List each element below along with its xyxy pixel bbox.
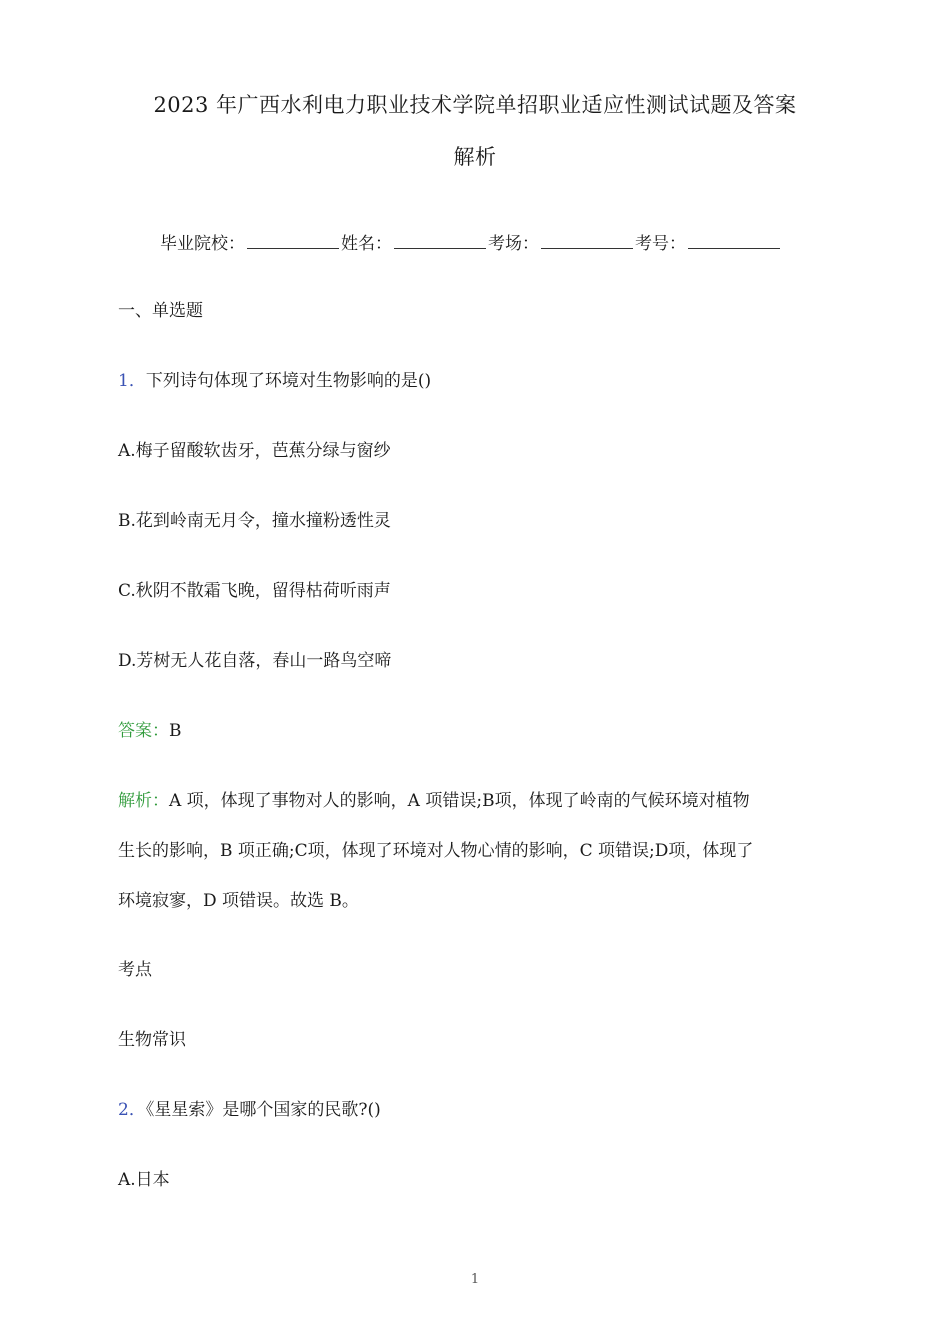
page-number: 1 (470, 1272, 480, 1287)
question-2 (118, 1100, 381, 1120)
option-a: A.日本 (118, 1170, 170, 1190)
title-line-2: 解析 (453, 145, 497, 169)
room-label: 考场： (488, 234, 539, 254)
name-label: 姓名： (341, 234, 392, 254)
question-number: 1． (118, 371, 146, 391)
option-c: C.秋阴不散霜飞晚，留得枯荷听雨声 (118, 581, 391, 601)
title-line-1: 2023 年广西水利电力职业技术学院单招职业适应性测试试题及答案 (153, 93, 797, 117)
analysis-line-2: 生长的影响，B 项正确;C项，体现了环境对人物心情的影响，C 项错误;D项，体现了 (118, 841, 754, 861)
school-blank[interactable] (247, 230, 339, 249)
analysis-line-3: 环境寂寥，D 项错误。故选 B。 (118, 891, 359, 911)
name-blank[interactable] (394, 230, 486, 249)
option-a: A.梅子留酸软齿牙，芭蕉分绿与窗纱 (118, 441, 391, 461)
analysis-label: 解析： (118, 791, 169, 811)
analysis (118, 776, 830, 926)
question-number: 2． (118, 1100, 146, 1120)
school-label: 毕业院校： (160, 234, 245, 254)
answer-value: B (169, 721, 182, 741)
answer (118, 721, 182, 741)
point-value: 生物常识 (118, 1030, 186, 1050)
answer-label: 答案： (118, 721, 169, 741)
room-blank[interactable] (541, 230, 633, 249)
point-label: 考点 (118, 960, 152, 980)
question-1 (118, 371, 431, 391)
exam-info-form (160, 230, 782, 256)
option-d: D.芳树无人花自落，春山一路鸟空啼 (118, 651, 392, 671)
number-blank[interactable] (688, 230, 780, 249)
number-label: 考号： (635, 234, 686, 254)
analysis-text: A 项，体现了事物对人的影响，A 项错误;B项，体现了岭南的气候环境对植物 (169, 791, 750, 811)
section-heading: 一、单选题 (118, 301, 203, 321)
option-b: B.花到岭南无月令，撞水撞粉透性灵 (118, 511, 391, 531)
question-stem: 下列诗句体现了环境对生物影响的是() (145, 371, 432, 391)
question-stem: 《星星索》是哪个国家的民歌?() (145, 1100, 381, 1120)
analysis-line-1 (118, 776, 830, 826)
